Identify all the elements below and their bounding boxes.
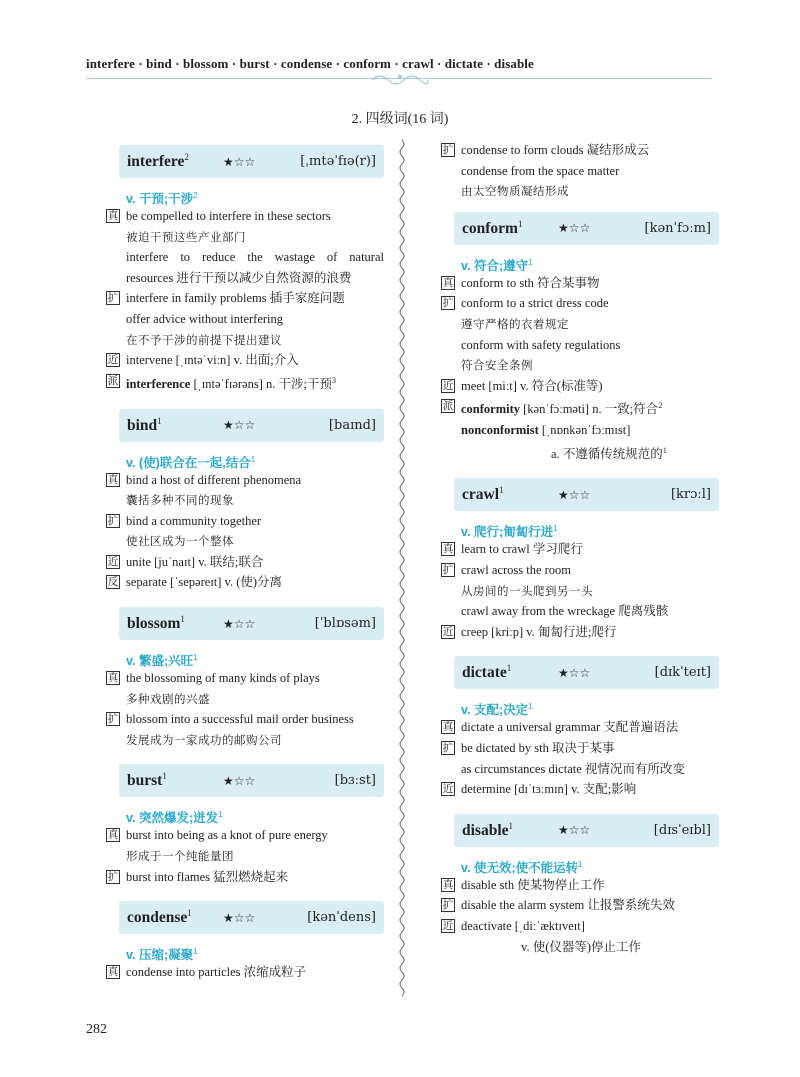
example-row: 真 conform to sth 符合某事物 (442, 275, 600, 290)
tag-jin-icon: 近 (107, 354, 119, 367)
tag-zhen-icon: 真 (107, 672, 119, 685)
translation-row: 从房间的一头爬到另一头 (461, 583, 593, 598)
phonetic: [ˈblɒsəm] (314, 616, 376, 632)
example-row: as circumstances dictate 视情况而有所改变 (461, 761, 685, 776)
tag-jin-icon: 近 (442, 919, 454, 932)
phonetic: [ˌɪntəˈfɪə(r)] (300, 154, 376, 169)
phonetic: [bɜːst] (334, 773, 376, 789)
star-rating: ★☆☆ (558, 823, 591, 838)
example-row: 真 burst into being as a knot of pure energy (107, 828, 328, 843)
headword: condense$^1$ (127, 908, 192, 927)
headword: disable$^1$ (462, 820, 514, 839)
tag-kuo-icon: 扩 (107, 713, 119, 726)
headword: burst$^1$ (127, 771, 167, 790)
tag-fan-icon: 反 (107, 576, 119, 589)
left-column (106, 145, 384, 983)
star-rating: ★☆☆ (223, 910, 256, 925)
ornament-icon (370, 69, 430, 85)
headword: dictate$^1$ (462, 663, 512, 682)
headword-box-crawl (454, 478, 719, 511)
headword: interfere$^2$ (127, 152, 189, 170)
antonym-row: 反 separate [ˈsepəreɪt] v. (使)分离 (107, 575, 283, 590)
tag-kuo-icon: 扩 (442, 564, 454, 577)
tag-kuo-icon: 扩 (107, 292, 119, 305)
translation-row: 发展成为一家成功的邮购公司 (126, 732, 282, 747)
example-row: 真 dictate a universal grammar 支配普遍语法 (442, 720, 679, 735)
page-number: 282 (86, 1022, 107, 1037)
sense: v. 支配;决定$^1$ (461, 702, 533, 718)
tag-zhen-icon: 真 (442, 721, 454, 734)
example-row: condense from the space matter (461, 163, 620, 178)
headword-box-burst (119, 764, 384, 797)
headword: crawl$^1$ (462, 485, 504, 504)
example-row: 扩 interfere in family problems 插手家庭问题 (107, 291, 345, 306)
derivative-row: 派 conformity [kənˈfɔːməti] n. 一致;符合$^2$ (442, 400, 663, 417)
headword: blossom$^1$ (127, 614, 185, 633)
sense: v. 压缩;凝聚$^1$ (126, 947, 198, 963)
tag-kuo-icon: 扩 (107, 514, 119, 527)
example-row: 真 condense into particles 浓缩成粒子 (107, 965, 307, 980)
sense: v. 使无效;使不能运转$^1$ (461, 859, 583, 875)
sense: v. 突然爆发;迸发$^1$ (126, 810, 223, 826)
example-row: 扩 burst into flames 猛烈燃烧起来 (107, 869, 289, 884)
tag-zhen-icon: 真 (107, 829, 119, 842)
tag-pai-icon: 派 (442, 400, 454, 413)
synonym-row: v. 使(仪器等)停止工作 (521, 939, 642, 954)
star-rating: ★☆☆ (223, 616, 256, 631)
section-title: 2. 四级词(16 词) (351, 112, 449, 127)
example-row: interfere to reduce the wastage of natural (126, 250, 384, 265)
headword-box-bind (119, 409, 384, 442)
phonetic: [baɪnd] (328, 417, 376, 433)
translation-row: 符合安全条例 (461, 358, 533, 373)
example-row: conform with safety regulations (461, 337, 621, 352)
right-column (441, 140, 719, 957)
tag-pai-icon: 派 (107, 374, 119, 387)
translation-row: 由太空物质凝结形成 (461, 184, 569, 199)
example-row: crawl away from the wreckage 爬离残骸 (461, 604, 669, 619)
sense: v. 符合;遵守$^1$ (461, 257, 533, 273)
tag-kuo-icon: 扩 (107, 870, 119, 883)
tag-zhen-icon: 真 (107, 473, 119, 486)
synonym-row: 近 deactivate [ˌdiːˈæktɪveɪt] (442, 918, 585, 933)
synonym-row: 近 creep [kriːp] v. 匍匐行进;爬行 (442, 624, 617, 639)
phonetic: [kənˈfɔːm] (644, 220, 711, 236)
tag-zhen-icon: 真 (442, 543, 454, 556)
tag-kuo-icon: 扩 (442, 742, 454, 754)
headword-box-disable (454, 814, 719, 847)
translation-row: 遵守严格的衣着规定 (461, 316, 569, 331)
synonym-row: 近 intervene [ˌɪntəˈviːn] v. 出面;介入 (107, 353, 299, 368)
tag-zhen-icon: 真 (442, 878, 454, 891)
column-divider (396, 140, 408, 1016)
headword: conform$^1$ (462, 218, 523, 237)
synonym-row: 近 determine [dɪˈtɜːmɪn] v. 支配;影响 (442, 782, 637, 797)
headword-box-condense (119, 901, 384, 934)
example-row: 扩 blossom into a successful mail order business (107, 712, 354, 727)
translation-row: 在不予干涉的前提下提出建议 (126, 332, 282, 347)
running-head: interfere · bind · blossom · burst · condense · conform · crawl · dictate · disable (86, 56, 534, 71)
synonym-row: 近 unite [juˈnaɪt] v. 联结;联合 (107, 554, 264, 569)
headword-box-blossom (119, 607, 384, 640)
example-row: 真 disable sth 使某物停止工作 (442, 877, 605, 892)
sense: v. 干预;干涉$^2$ (126, 191, 198, 207)
tag-jin-icon: 近 (442, 625, 454, 638)
derivative-row: nonconformist [ˌnɒnkənˈfɔːmɪst] (461, 423, 631, 438)
phonetic: [kənˈdens] (307, 910, 376, 926)
tag-jin-icon: 近 (442, 783, 454, 796)
star-rating: ★☆☆ (223, 773, 256, 788)
example-row: 扩 be dictated by sth 取决于某事 (442, 741, 615, 755)
tag-zhen-icon: 真 (107, 210, 119, 222)
derivative-row: 派 interference [ˌɪntəˈfɪərəns] n. 干涉;干预$^3$ (107, 374, 336, 391)
translation-row: 形成于一个纯能量团 (126, 849, 234, 864)
example-row: resources 进行干预以减少自然资源的浪费 (126, 270, 352, 285)
phonetic: [krɔːl] (670, 487, 711, 503)
phonetic: [dɪkˈteɪt] (654, 665, 711, 681)
star-rating: ★☆☆ (223, 154, 256, 169)
star-rating: ★☆☆ (223, 418, 256, 432)
tag-kuo-icon: 扩 (442, 297, 454, 310)
star-rating: ★☆☆ (558, 487, 591, 502)
tag-zhen-icon: 真 (442, 276, 454, 289)
tag-zhen-icon: 真 (107, 966, 119, 979)
headword-box-dictate (454, 656, 719, 689)
example-row: 扩 bind a community together (107, 513, 262, 528)
translation-row: 被迫干预这些产业部门 (126, 229, 246, 244)
headword: bind$^1$ (127, 415, 162, 434)
headword-box-interfere (119, 145, 384, 178)
sense: v. (使)联合在一起,结合$^1$ (126, 454, 256, 470)
phonetic: [dɪsˈeɪbl] (653, 822, 711, 838)
star-rating: ★☆☆ (558, 665, 591, 680)
example-row: 真 be compelled to interfere in these sectors (107, 209, 331, 223)
headword-box-conform (454, 212, 719, 245)
translation-row: 使社区成为一个整体 (126, 534, 234, 549)
translation-row: 囊括多种不同的现象 (126, 493, 234, 508)
translation-row: 多种戏剧的兴盛 (126, 691, 210, 706)
header-rule (86, 78, 712, 79)
star-rating: ★☆☆ (558, 221, 591, 236)
example-row: 扩 condense to form clouds 凝结形成云 (442, 143, 650, 157)
example-row: 真 the blossoming of many kinds of plays (107, 671, 320, 686)
example-row: 扩 disable the alarm system 让报警系统失效 (442, 898, 675, 913)
tag-kuo-icon: 扩 (442, 144, 454, 156)
tag-jin-icon: 近 (107, 555, 119, 568)
sense: v. 繁盛;兴旺$^1$ (126, 653, 198, 669)
example-row: 真 bind a host of different phenomena (107, 472, 302, 487)
synonym-row: 近 meet [miːt] v. 符合(标准等) (442, 378, 603, 393)
derivative-row: a. 不遵循传统规范的$^1$ (551, 445, 667, 461)
example-row: 扩 conform to a strict dress code (442, 296, 609, 311)
tag-jin-icon: 近 (442, 379, 454, 392)
tag-kuo-icon: 扩 (442, 899, 454, 912)
example-row: offer advice without interfering (126, 311, 284, 326)
example-row: 真 learn to crawl 学习爬行 (442, 542, 583, 557)
sense: v. 爬行;匍匐行进$^1$ (461, 524, 558, 540)
example-row: 扩 crawl across the room (442, 563, 572, 578)
